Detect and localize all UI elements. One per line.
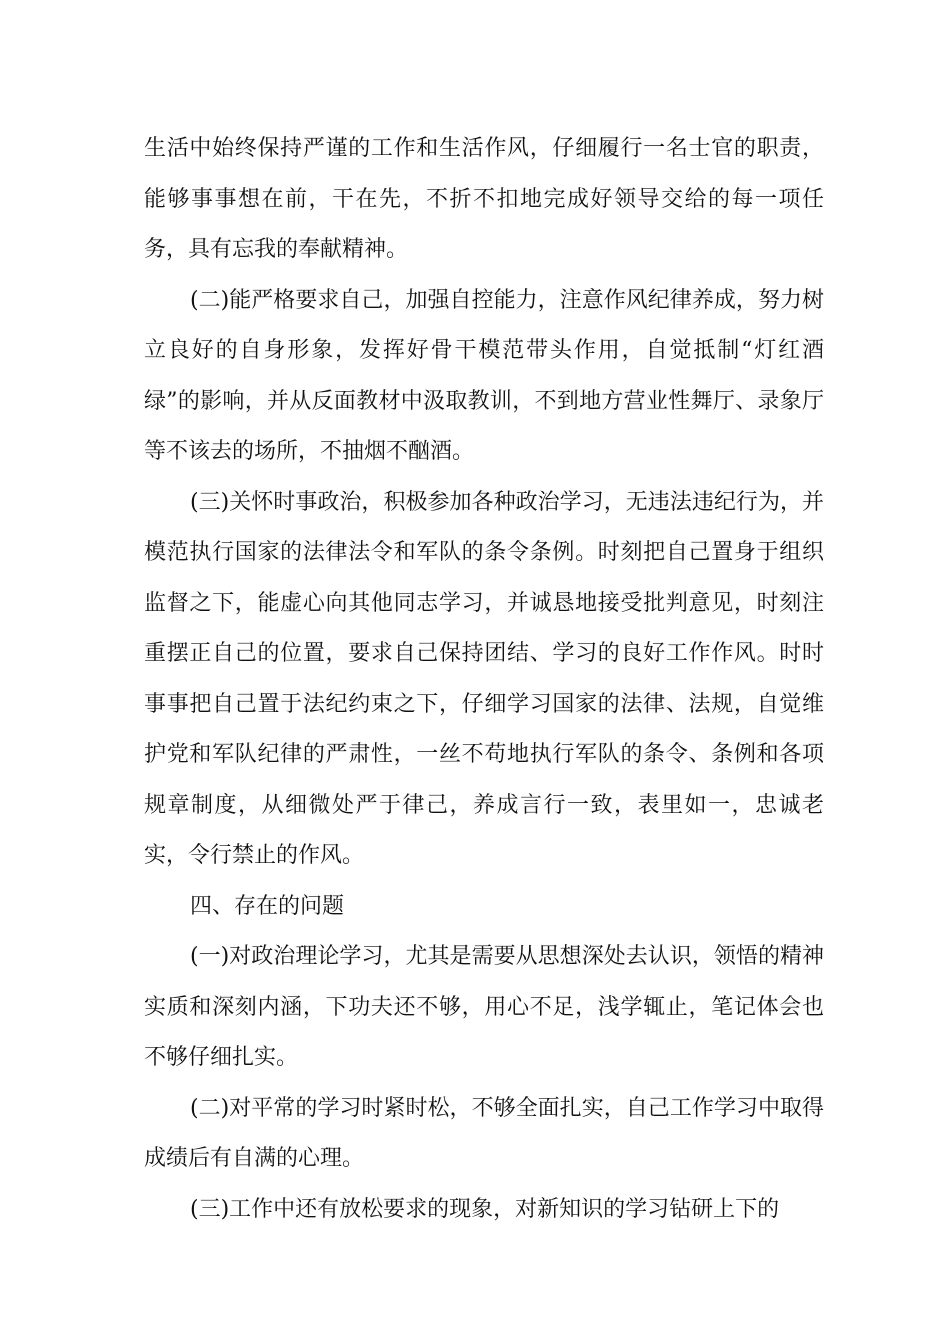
paragraph-5: (一)对政治理论学习，尤其是需要从思想深处去认识，领悟的精神实质和深刻内涵，下功夫还不够，用心不足，浅学辄止，笔记体会也不够仔细扎实。 [144, 944, 824, 1070]
paragraph-6: (二)对平常的学习时紧时松，不够全面扎实，自己工作学习中取得成绩后有自满的心理。 [144, 1095, 824, 1171]
document-body [144, 124, 824, 1235]
paragraph-7: (三)工作中还有放松要求的现象，对新知识的学习钻研上下的 [190, 1196, 780, 1222]
paragraph-2: (二)能严格要求自己，加强自控能力，注意作风纪律养成，努力树立良好的自身形象，发挥好骨干模范带头作用，自觉抵制“灯红酒绿”的影响，并从反面教材中汲取教训，不到地方营业性舞厅、录象厅等不该去的场所，不抽烟不酗酒。 [144, 287, 824, 464]
paragraph-1: 生活中始终保持严谨的工作和生活作风，仔细履行一名士官的职责，能够事事想在前，干在先，不折不扣地完成好领导交给的每一项任务，具有忘我的奉献精神。 [144, 136, 824, 262]
section-heading-problems: 四、存在的问题 [190, 893, 345, 919]
paragraph-3: (三)关怀时事政治，积极参加各种政治学习，无违法违纪行为，并模范执行国家的法律法令和军队的条令条例。时刻把自己置身于组织监督之下，能虚心向其他同志学习，并诚恳地接受批判意见，时刻注重摆正自己的位置，要求自己保持团结、学习的良好工作作风。时时事事把自己置于法纪约束之下，仔细学习国家的法律、法规，自觉维护党和军队纪律的严肃性，一丝不苟地执行军队的条令、条例和各项规章制度，从细微处严于律己，养成言行一致，表里如一，忠诚老实，令行禁止的作风。 [144, 489, 824, 868]
